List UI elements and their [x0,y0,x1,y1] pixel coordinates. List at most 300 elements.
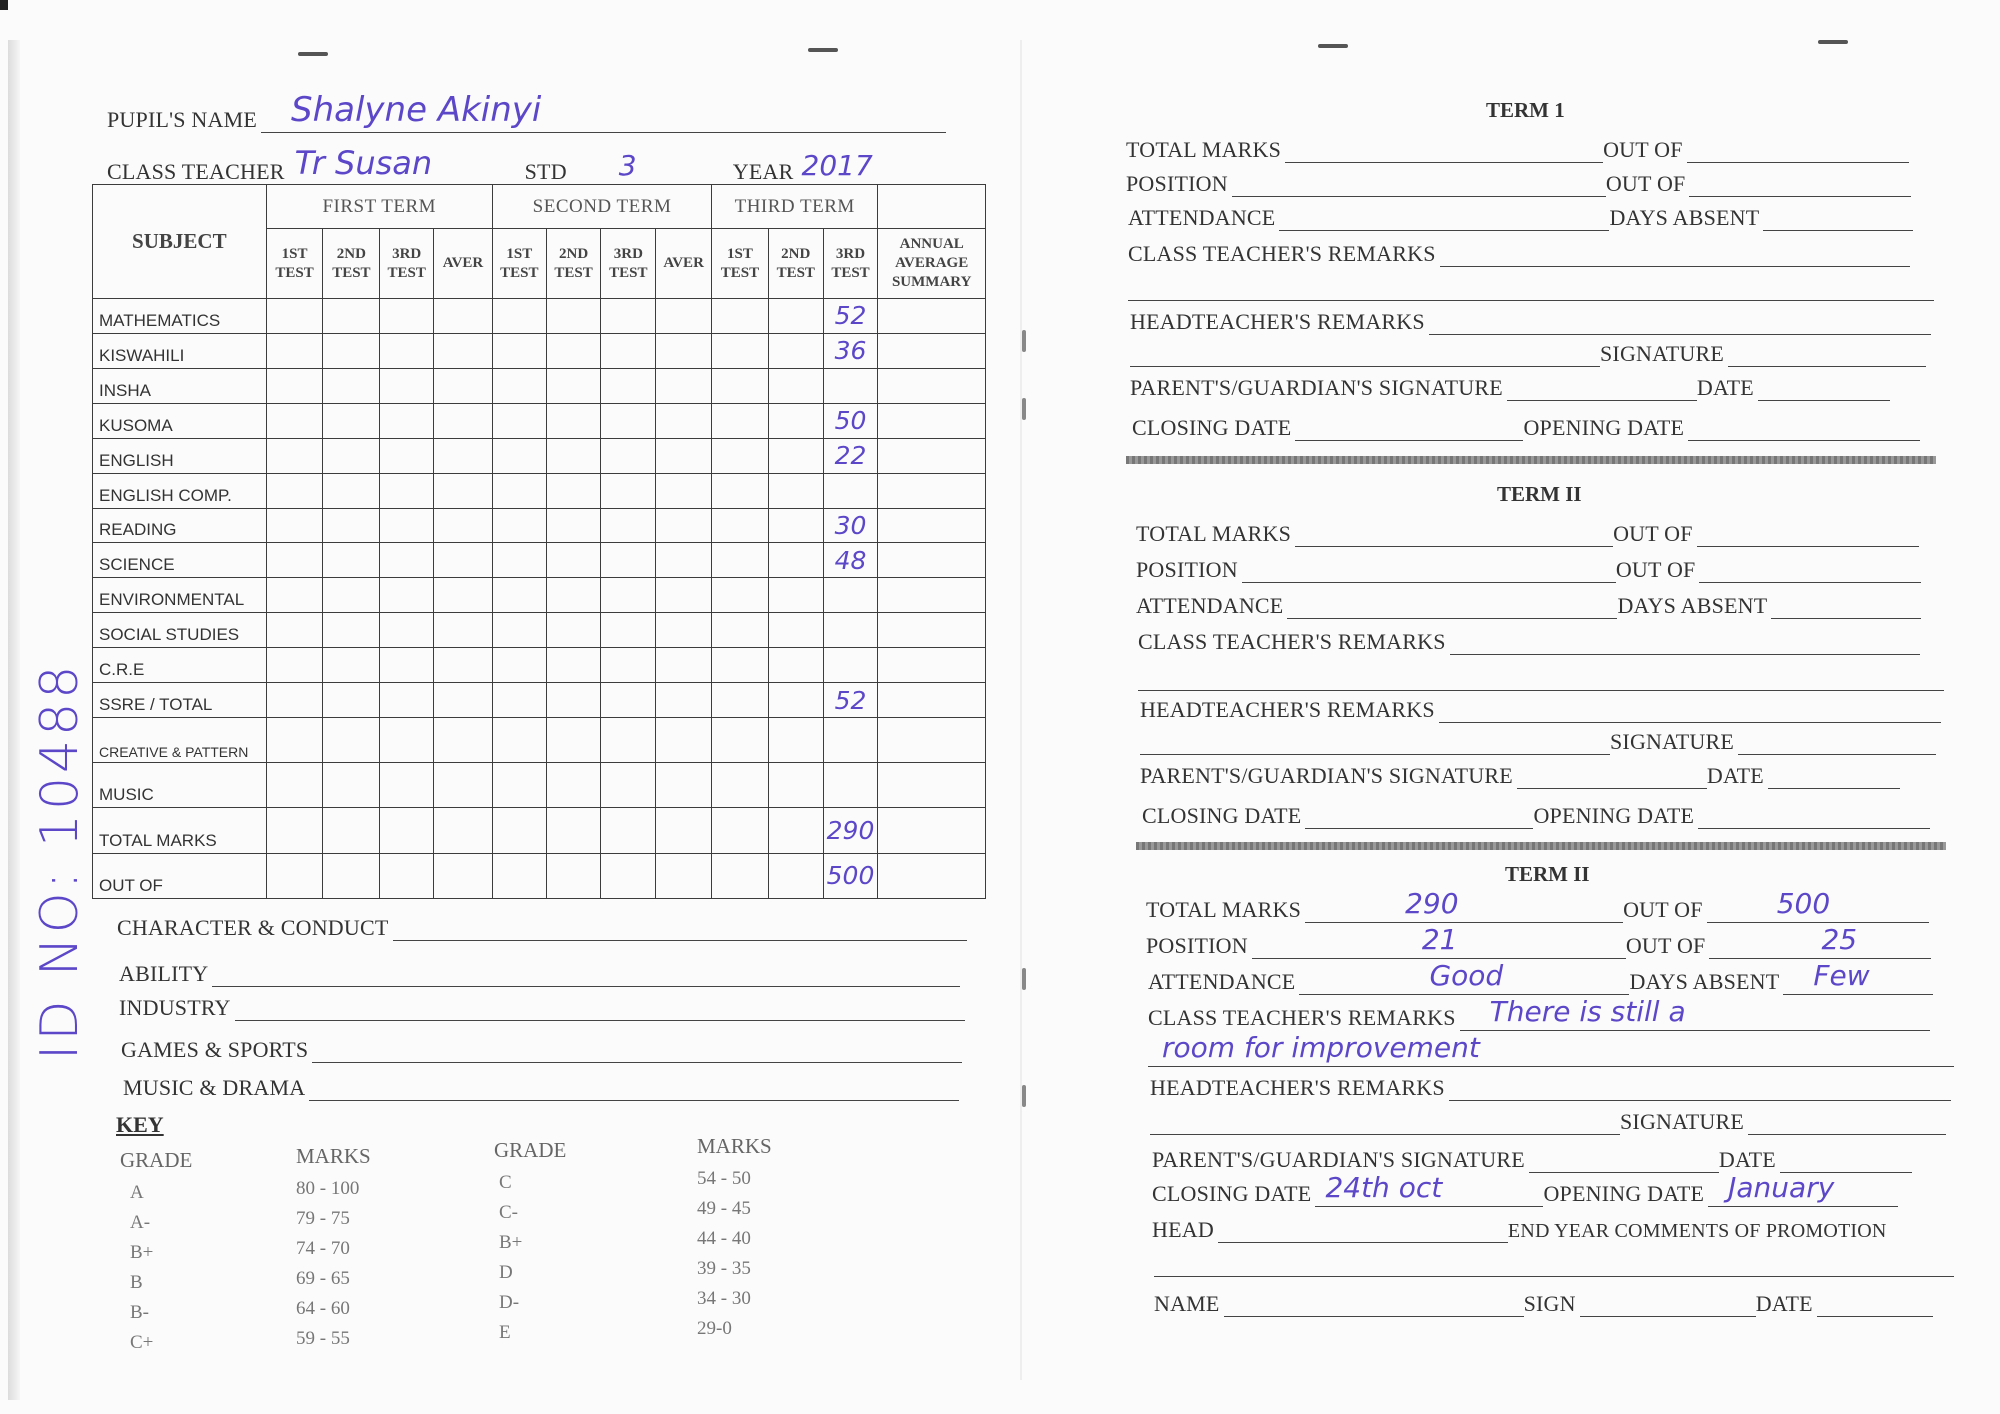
t3-out-of-line [1707,887,1929,923]
third-term-3rd-test-cell [823,718,878,763]
score-cell [768,299,823,334]
key-col2-marks [697,1168,751,1348]
score-cell [712,578,769,613]
score-cell [323,403,380,438]
t3-position-out-of-value: 25 [1821,923,1858,956]
t3-head-line [1218,1216,1508,1243]
third-term-3rd-test-cell [823,368,878,403]
table-row [93,473,986,508]
t1-closing-date-label: CLOSING DATE [1132,415,1292,440]
subject-header: SUBJECT [93,185,267,299]
st-aver-header: AVER [656,229,712,299]
binding-mark [1318,44,1348,48]
score-cell [768,578,823,613]
t3-parent-signature-field [1152,1146,1912,1173]
score-cell [712,853,769,898]
score-cell [601,543,656,578]
score-cell [712,613,769,648]
third-term-3rd-test-cell [823,438,878,473]
music-drama-line [309,1074,959,1101]
key-entry: B [130,1272,143,1293]
score-cell [380,368,434,403]
t3-closing-date-field [1152,1171,1898,1207]
third-term-3rd-test-cell [823,763,878,808]
score-cell [266,808,323,853]
score-cell [492,648,546,683]
table-row [93,648,986,683]
t2-headteacher-remarks-line [1439,696,1941,723]
third-term-3rd-test-score: 52 [834,301,867,331]
t2-attendance-label: ATTENDANCE [1136,593,1284,618]
year-line [798,149,894,185]
t3-headteacher-remarks-line [1449,1074,1951,1101]
score-cell [656,508,712,543]
t3-attendance-label: ATTENDANCE [1148,969,1296,994]
score-cell [434,718,493,763]
music-drama-label: MUSIC & DRAMA [123,1075,306,1100]
annual-average-cell [878,683,986,718]
score-cell [492,438,546,473]
score-cell [768,718,823,763]
score-cell [266,368,323,403]
score-cell [434,543,493,578]
t3-closing-date-line [1315,1171,1543,1207]
table-row [93,853,986,898]
key-entry: C [499,1172,512,1193]
score-cell [492,299,546,334]
subject-name: C.R.E [93,648,267,683]
t1-signature-field [1130,340,1926,367]
table-row [93,403,986,438]
score-cell [546,403,601,438]
tt-2nd-test-header: 2ND TEST [768,229,823,299]
t3-class-teacher-remarks-field [1148,995,1930,1031]
t1-remarks-line-2 [1128,274,1934,301]
key-entry: D [499,1262,513,1283]
score-cell [768,683,823,718]
table-row [93,718,986,763]
third-term-3rd-test-cell [823,473,878,508]
binding-mark [1022,330,1026,352]
t1-closing-date-line [1295,414,1523,441]
score-cell [323,853,380,898]
score-cell [601,578,656,613]
table-row [93,763,986,808]
pupil-name-value: Shalyne Akinyi [291,90,542,130]
subject-name: ENGLISH [93,438,267,473]
t3-attendance-field [1148,959,1933,995]
t1-total-marks-label: TOTAL MARKS [1126,137,1282,162]
subject-name: KUSOMA [93,403,267,438]
t3-closing-date-label: CLOSING DATE [1152,1181,1312,1206]
grade-key [116,1112,164,1138]
score-cell [380,438,434,473]
t2-signature-blank [1140,728,1610,755]
t2-attendance-field [1136,592,1921,619]
industry-line [235,994,965,1021]
t2-headteacher-remarks-field [1140,696,1941,723]
third-term-3rd-test-cell [823,648,878,683]
score-cell [492,333,546,368]
score-cell [266,718,323,763]
score-cell [323,508,380,543]
scan-edge-shadow [8,40,20,1400]
t3-opening-date-label: OPENING DATE [1543,1181,1705,1206]
score-cell [601,763,656,808]
t1-closing-date-field [1132,414,1920,441]
t2-closing-date-label: CLOSING DATE [1142,803,1302,828]
t2-opening-date-line [1698,802,1930,829]
key-entry: 54 - 50 [697,1168,751,1189]
annual-average-cell [878,473,986,508]
t3-attendance-line [1299,959,1629,995]
score-cell [712,508,769,543]
annual-average-cell [878,808,986,853]
annual-average-cell [878,299,986,334]
third-term-3rd-test-score: 36 [834,336,867,366]
binding-mark [1022,1085,1026,1107]
pupil-name-line [261,90,946,133]
third-term-3rd-test-cell [823,543,878,578]
t3-date-label: DATE [1718,1147,1776,1172]
annual-average-cell [878,763,986,808]
score-cell [768,473,823,508]
t2-out-of-label: OUT OF [1613,521,1693,546]
annual-average-summary-header: ANNUAL AVERAGE SUMMARY [878,229,986,299]
third-term-3rd-test-score: 22 [834,441,867,471]
t1-date-line [1758,374,1890,401]
t1-parent-signature-line [1507,374,1697,401]
score-cell [266,763,323,808]
st-3rd-test-header: 3RD TEST [601,229,656,299]
t1-position-field [1126,170,1911,197]
t2-days-absent-label: DAYS ABSENT [1617,593,1768,618]
score-cell [266,333,323,368]
industry-field [119,994,965,1021]
t1-class-teacher-remarks-label: CLASS TEACHER'S REMARKS [1128,241,1436,266]
annual-average-cell [878,403,986,438]
t3-head-field [1152,1216,1887,1243]
t2-position-out-of-line [1699,556,1921,583]
score-cell [380,718,434,763]
t3-parent-signature-label: PARENT'S/GUARDIAN'S SIGNATURE [1152,1147,1525,1172]
side-handwritten-id: ID NO: 10488 [30,661,90,1060]
score-cell [656,613,712,648]
score-cell [656,648,712,683]
t3-class-teacher-remarks-value-2: room for improvement [1162,1031,1480,1064]
score-cell [601,853,656,898]
t3-position-label: POSITION [1146,933,1248,958]
score-cell [266,473,323,508]
t2-total-marks-line [1295,520,1613,547]
score-cell [434,403,493,438]
score-cell [546,578,601,613]
score-cell [323,473,380,508]
score-cell [323,333,380,368]
binding-mark [1022,398,1026,420]
score-cell [712,543,769,578]
third-term-3rd-test-cell [823,299,878,334]
t3-end-year-line [1154,1250,1954,1277]
key-entry: C- [499,1202,518,1223]
score-cell [768,333,823,368]
score-cell [380,333,434,368]
t2-signature-field [1140,728,1936,755]
score-cell [380,578,434,613]
term1-title: TERM 1 [1486,98,1565,122]
pupil-name-field [107,90,946,133]
third-term-3rd-test-cell [823,333,878,368]
table-row [93,299,986,334]
std-label: STD [524,159,567,184]
annual-average-cell [878,718,986,763]
score-cell [492,763,546,808]
score-cell [546,613,601,648]
score-cell [323,578,380,613]
score-cell [601,808,656,853]
t1-attendance-label: ATTENDANCE [1128,205,1276,230]
score-cell [434,613,493,648]
table-row [93,438,986,473]
tt-3rd-test-header: 3RD TEST [823,229,878,299]
score-cell [434,333,493,368]
t2-position-line [1242,556,1616,583]
score-cell [601,438,656,473]
t3-closing-date-value: 24th oct [1325,1171,1443,1204]
score-cell [266,438,323,473]
score-cell [546,508,601,543]
t3-position-field [1146,923,1931,959]
score-cell [656,368,712,403]
key-entry: 79 - 75 [296,1208,350,1229]
score-cell [712,368,769,403]
t2-opening-date-label: OPENING DATE [1533,803,1695,828]
score-cell [492,368,546,403]
third-term-3rd-test-score: 52 [834,685,867,715]
annual-average-cell [878,613,986,648]
st-2nd-test-header: 2ND TEST [546,229,601,299]
term-divider [1126,456,1936,464]
annual-average-cell [878,438,986,473]
t1-opening-date-line [1688,414,1920,441]
key-entry: A- [130,1212,151,1233]
third-term-3rd-test-cell [823,613,878,648]
key-entry: 34 - 30 [697,1288,751,1309]
t3-name-label: NAME [1154,1291,1220,1316]
score-cell [323,648,380,683]
binding-mark [1818,40,1848,44]
score-cell [380,543,434,578]
t1-total-marks-line [1285,136,1603,163]
key-entry: 59 - 55 [296,1328,350,1349]
annual-average-cell [878,543,986,578]
score-cell [656,543,712,578]
score-cell [492,683,546,718]
score-cell [380,508,434,543]
table-row [93,508,986,543]
score-cell [656,853,712,898]
t2-date-line [1768,762,1900,789]
score-cell [601,718,656,763]
key-entry: 39 - 35 [697,1258,751,1279]
annual-average-cell [878,648,986,683]
score-cell [434,683,493,718]
score-cell [546,718,601,763]
t3-days-absent-value: Few [1813,959,1870,992]
t3-head-label: HEAD [1152,1217,1214,1242]
key-entry: 49 - 45 [697,1198,751,1219]
score-cell [546,333,601,368]
score-cell [712,763,769,808]
score-cell [323,718,380,763]
table-row [93,368,986,403]
scan-corner [0,0,8,10]
t3-name-line [1224,1290,1524,1317]
score-cell [656,808,712,853]
key-entry: 80 - 100 [296,1178,360,1199]
t1-total-marks-field [1126,136,1909,163]
score-cell [656,718,712,763]
character-conduct-label: CHARACTER & CONDUCT [117,915,389,940]
score-cell [266,683,323,718]
page-fold [1020,40,1022,1380]
score-cell [266,508,323,543]
score-cell [492,718,546,763]
score-cell [768,853,823,898]
score-cell [492,578,546,613]
games-sports-field [121,1036,962,1063]
st-1st-test-header: 1ST TEST [492,229,546,299]
t3-class-teacher-remarks-label: CLASS TEACHER'S REMARKS [1148,1005,1456,1030]
score-cell [434,578,493,613]
std-value: 3 [618,149,637,182]
score-cell [656,438,712,473]
subject-name: CREATIVE & PATTERN [93,718,267,763]
score-cell [601,683,656,718]
subject-name: ENGLISH COMP. [93,473,267,508]
t1-class-teacher-remarks-field [1128,240,1910,267]
score-cell [380,648,434,683]
score-cell [434,808,493,853]
score-cell [656,299,712,334]
t3-headteacher-remarks-label: HEADTEACHER'S REMARKS [1150,1075,1445,1100]
score-cell [492,473,546,508]
third-term-3rd-test-score: 290 [826,816,875,846]
t3-parent-signature-line [1529,1146,1719,1173]
score-cell [601,299,656,334]
third-term-3rd-test-score: 30 [834,510,867,540]
key-entry: E [499,1322,511,1343]
table-row [93,333,986,368]
t1-position-line [1232,170,1606,197]
t3-sign-label: SIGN [1523,1291,1576,1316]
third-term-header: THIRD TERM [712,185,878,229]
t3-opening-date-line [1708,1171,1898,1207]
term3-title: TERM II [1505,862,1590,886]
annual-average-cell [878,508,986,543]
score-cell [768,368,823,403]
key-grade-label-2: GRADE [494,1138,567,1162]
t2-class-teacher-remarks-field [1138,628,1920,655]
score-cell [712,808,769,853]
annual-blank-header [878,185,986,229]
key-entry: 74 - 70 [296,1238,350,1259]
score-cell [601,368,656,403]
score-cell [601,648,656,683]
t1-signature-line [1728,340,1926,367]
score-cell [656,578,712,613]
ability-field [119,960,960,987]
score-cell [712,718,769,763]
t3-class-teacher-remarks-value-1: There is still a [1489,995,1686,1028]
t1-opening-date-label: OPENING DATE [1523,415,1685,440]
score-cell [380,613,434,648]
t3-sign-line [1580,1290,1756,1317]
key-entry: 69 - 65 [296,1268,350,1289]
score-cell [323,763,380,808]
score-cell [601,473,656,508]
key-entry: 44 - 40 [697,1228,751,1249]
score-cell [434,508,493,543]
score-cell [601,333,656,368]
t1-out-of-label: OUT OF [1603,137,1683,162]
annual-average-cell [878,578,986,613]
score-cell [546,808,601,853]
score-cell [601,508,656,543]
score-cell [656,473,712,508]
score-cell [656,333,712,368]
t3-class-teacher-remarks-line [1460,995,1930,1031]
ft-3rd-test-header: 3RD TEST [380,229,434,299]
t3-out-of-value: 500 [1776,887,1831,920]
t1-position-out-of-label: OUT OF [1605,171,1686,196]
annual-average-cell [878,368,986,403]
score-cell [768,808,823,853]
t2-attendance-line [1287,592,1617,619]
score-cell [266,853,323,898]
key-entry: B+ [499,1232,523,1253]
term2-title: TERM II [1497,482,1582,506]
score-cell [768,763,823,808]
key-marks-label-2: MARKS [697,1134,772,1158]
ft-1st-test-header: 1ST TEST [266,229,323,299]
ft-2nd-test-header: 2ND TEST [323,229,380,299]
score-cell [266,543,323,578]
score-cell [546,473,601,508]
tt-1st-test-header: 1ST TEST [712,229,769,299]
t1-position-out-of-line [1689,170,1911,197]
t2-remarks-line-2 [1138,664,1944,691]
character-conduct-field [117,914,967,941]
third-term-3rd-test-score: 48 [834,545,867,575]
t2-position-field [1136,556,1921,583]
t3-days-absent-line [1783,959,1933,995]
score-cell [601,613,656,648]
key-entry: B- [130,1302,149,1323]
key-col2-grades [499,1172,522,1352]
t2-closing-date-field [1142,802,1930,829]
score-cell [492,403,546,438]
score-cell [546,763,601,808]
third-term-3rd-test-cell [823,853,878,898]
key-entry: 29-0 [697,1318,732,1339]
t3-days-absent-label: DAYS ABSENT [1629,969,1780,994]
score-cell [656,683,712,718]
score-cell [380,683,434,718]
third-term-3rd-test-cell [823,508,878,543]
subject-name: SSRE / TOTAL [93,683,267,718]
score-cell [434,763,493,808]
